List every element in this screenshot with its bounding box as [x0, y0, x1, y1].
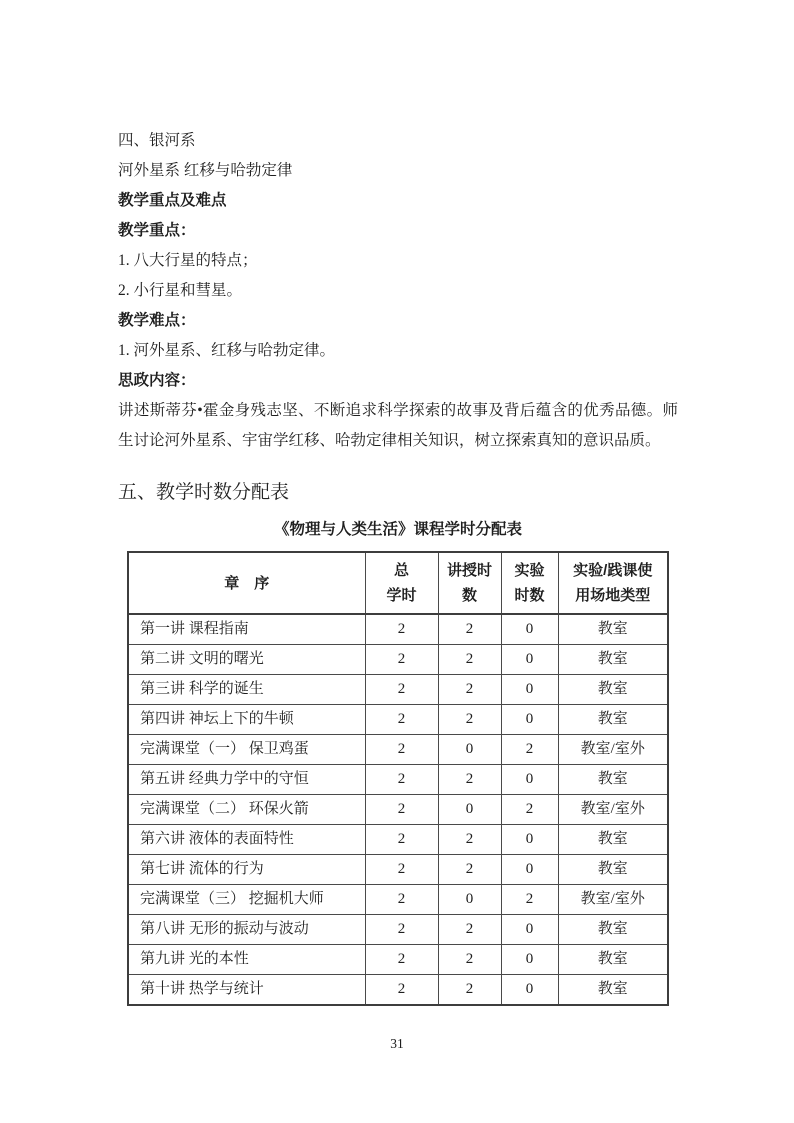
lecture-hours-cell: 0: [438, 885, 501, 915]
table-row: [128, 975, 668, 1006]
header-lecture-hours: 讲授时 数: [438, 552, 501, 614]
ideology-paragraph: 讲述斯蒂芬•霍金身残志坚、不断追求科学探索的故事及背后蕴含的优秀品德。师生讨论河外星系、宇宙学红移、哈勃定律相关知识，树立探索真知的意识品质。: [118, 402, 678, 449]
experiment-hours-cell: 0: [501, 825, 558, 855]
experiment-hours-cell: 0: [501, 765, 558, 795]
total-hours-cell: 2: [365, 915, 438, 945]
page-number: 31: [390, 1036, 404, 1051]
table-row: [128, 645, 668, 675]
table-row: [128, 825, 668, 855]
table-row: [128, 765, 668, 795]
total-hours-cell: 2: [365, 614, 438, 645]
venue-cell: 教室: [558, 915, 668, 945]
total-hours-cell: 2: [365, 825, 438, 855]
lecture-hours-cell: 2: [438, 825, 501, 855]
lecture-hours-cell: 2: [438, 945, 501, 975]
total-hours-cell: 2: [365, 735, 438, 765]
key-points-difficulties-label: 教学重点及难点: [118, 192, 227, 209]
venue-cell: 教室: [558, 705, 668, 735]
lecture-hours-cell: 0: [438, 735, 501, 765]
chapter-cell: 第五讲 经典力学中的守恒: [128, 765, 365, 795]
total-hours-cell: 2: [365, 855, 438, 885]
table-row: [128, 855, 668, 885]
chapter-cell: 第三讲 科学的诞生: [128, 675, 365, 705]
table-row: [128, 885, 668, 915]
experiment-hours-cell: 0: [501, 915, 558, 945]
chapter-cell: 第二讲 文明的曙光: [128, 645, 365, 675]
key-points-label: 教学重点：: [118, 222, 196, 239]
chapter-cell: 第四讲 神坛上下的牛顿: [128, 705, 365, 735]
chapter-cell: 第六讲 液体的表面特性: [128, 825, 365, 855]
section-five-heading: 五、教学时数分配表: [118, 482, 290, 503]
lecture-hours-cell: 2: [438, 855, 501, 885]
ideology-label: 思政内容：: [118, 372, 196, 389]
chapter-cell: 第一讲 课程指南: [128, 614, 365, 645]
table-title: 《物理与人类生活》课程学时分配表: [273, 521, 522, 538]
chapter-four-heading: 四、银河系: [118, 132, 196, 149]
lecture-hours-cell: 2: [438, 675, 501, 705]
experiment-hours-cell: 0: [501, 614, 558, 645]
venue-cell: 教室: [558, 945, 668, 975]
experiment-hours-cell: 0: [501, 945, 558, 975]
venue-cell: 教室: [558, 765, 668, 795]
header-total-hours: 总 学时: [365, 552, 438, 614]
chapter-cell: 第八讲 无形的振动与波动: [128, 915, 365, 945]
difficulty-item-1: 1. 河外星系、红移与哈勃定律。: [118, 342, 336, 359]
course-hours-table: [127, 551, 669, 1006]
lecture-hours-cell: 0: [438, 795, 501, 825]
venue-cell: 教室/室外: [558, 795, 668, 825]
chapter-cell: 完满课堂（三） 挖掘机大师: [128, 885, 365, 915]
venue-cell: 教室: [558, 855, 668, 885]
experiment-hours-cell: 0: [501, 855, 558, 885]
table-row: [128, 675, 668, 705]
experiment-hours-cell: 2: [501, 885, 558, 915]
total-hours-cell: 2: [365, 645, 438, 675]
venue-cell: 教室: [558, 675, 668, 705]
table-row: [128, 705, 668, 735]
venue-cell: 教室: [558, 614, 668, 645]
experiment-hours-cell: 2: [501, 795, 558, 825]
venue-cell: 教室/室外: [558, 735, 668, 765]
table-row: [128, 735, 668, 765]
table-body: [128, 614, 668, 1005]
key-point-item-2: 2. 小行星和彗星。: [118, 282, 243, 299]
experiment-hours-cell: 0: [501, 645, 558, 675]
table-row: [128, 795, 668, 825]
lecture-hours-cell: 2: [438, 614, 501, 645]
table-header-row: [128, 552, 668, 614]
venue-cell: 教室: [558, 645, 668, 675]
venue-cell: 教室: [558, 825, 668, 855]
experiment-hours-cell: 0: [501, 675, 558, 705]
experiment-hours-cell: 0: [501, 705, 558, 735]
chapter-cell: 第九讲 光的本性: [128, 945, 365, 975]
total-hours-cell: 2: [365, 765, 438, 795]
experiment-hours-cell: 0: [501, 975, 558, 1006]
experiment-hours-cell: 2: [501, 735, 558, 765]
total-hours-cell: 2: [365, 975, 438, 1006]
venue-cell: 教室: [558, 975, 668, 1006]
lecture-hours-cell: 2: [438, 765, 501, 795]
total-hours-cell: 2: [365, 885, 438, 915]
chapter-cell: 第七讲 流体的行为: [128, 855, 365, 885]
lecture-hours-cell: 2: [438, 915, 501, 945]
header-chapter-label: 章 序: [224, 574, 270, 592]
header-experiment-hours: 实验 时数: [501, 552, 558, 614]
total-hours-cell: 2: [365, 945, 438, 975]
table-row: [128, 614, 668, 645]
header-venue-type: 实验/践课使 用场地类型: [558, 552, 668, 614]
total-hours-cell: 2: [365, 705, 438, 735]
total-hours-cell: 2: [365, 675, 438, 705]
lecture-hours-cell: 2: [438, 705, 501, 735]
chapter-cell: 完满课堂（二） 环保火箭: [128, 795, 365, 825]
chapter-cell: 第十讲 热学与统计: [128, 975, 365, 1006]
table-row: [128, 945, 668, 975]
lecture-hours-cell: 2: [438, 975, 501, 1006]
chapter-cell: 完满课堂（一） 保卫鸡蛋: [128, 735, 365, 765]
page-content: [118, 126, 678, 1006]
lecture-hours-cell: 2: [438, 645, 501, 675]
topic-line: 河外星系 红移与哈勃定律: [118, 162, 293, 179]
key-point-item-1: 1. 八大行星的特点；: [118, 252, 258, 269]
difficulties-label: 教学难点：: [118, 312, 196, 329]
table-row: [128, 915, 668, 945]
venue-cell: 教室/室外: [558, 885, 668, 915]
total-hours-cell: 2: [365, 795, 438, 825]
header-chapter: [128, 552, 365, 614]
